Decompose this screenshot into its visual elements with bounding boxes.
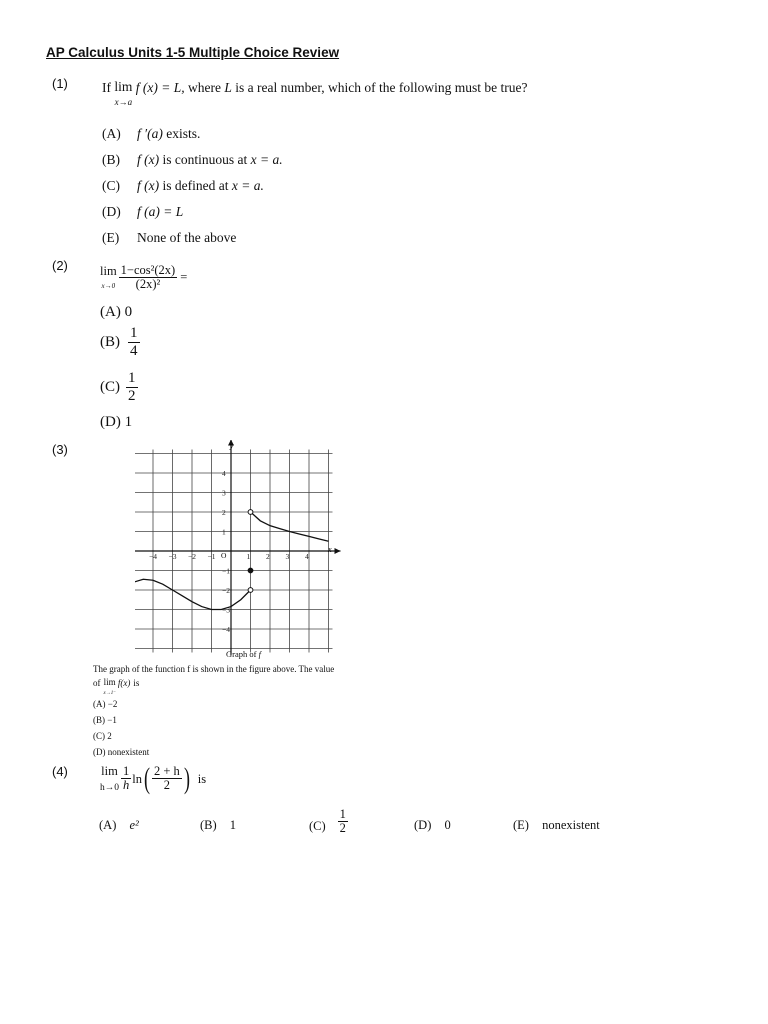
q1-option-c-math2: x = a. <box>231 178 264 193</box>
q2-option-b[interactable] <box>100 326 140 359</box>
x-tick-label: 1 <box>246 552 251 561</box>
q1-option-a-math: f ′(a) <box>137 126 163 141</box>
q1-rest: is a real number, which of the following must be true? <box>235 80 528 95</box>
q2-option-b-den: 4 <box>130 342 138 359</box>
q4-option-b-label: (B) <box>200 818 217 832</box>
q1-option-a-text: exists. <box>166 126 201 141</box>
q1-option-c-label: (C) <box>102 178 120 193</box>
question-4-stem <box>100 764 206 794</box>
q1-option-b[interactable] <box>102 152 283 168</box>
x-axis-label: x <box>328 545 332 554</box>
y-tick-label: −1 <box>222 566 230 576</box>
q1-L: L <box>224 80 232 95</box>
q2-numerator: 1−cos²(2x) <box>120 263 176 277</box>
closed-point <box>248 568 253 573</box>
y-tick-label: 4 <box>222 469 226 478</box>
q3-stem-lim-sub: x→1⁻ <box>103 691 116 696</box>
q4-option-e[interactable] <box>513 818 600 833</box>
q1-limit <box>114 80 132 107</box>
q1-option-e-label: (E) <box>102 230 120 245</box>
q4-left-paren: ( <box>143 762 150 796</box>
q4-option-c[interactable] <box>309 808 348 836</box>
q3-stem-line-2 <box>93 678 139 696</box>
q4-option-a-label: (A) <box>99 818 117 832</box>
q3-option-b[interactable]: (B) −1 <box>93 715 117 725</box>
y-tick-label: 1 <box>222 527 226 537</box>
q3-graph-figure <box>135 440 345 655</box>
q4-option-b-value: 1 <box>229 818 237 832</box>
q4-option-c-label: (C) <box>309 819 326 834</box>
x-tick-label: −4 <box>149 552 157 561</box>
open-point <box>248 588 253 593</box>
y-tick-label: −2 <box>222 586 230 595</box>
question-2-stem <box>100 264 187 292</box>
q4-option-d[interactable] <box>414 818 451 833</box>
q1-lim-word: lim <box>114 79 133 94</box>
q1-option-b-math: f (x) <box>137 152 160 167</box>
q4-option-d-value: 0 <box>444 818 451 832</box>
x-tick-label: 4 <box>305 552 309 561</box>
q3-option-c[interactable]: (C) 2 <box>93 731 112 741</box>
q3-stem-is: is <box>133 678 140 688</box>
q4-one-over-h <box>121 765 131 793</box>
q1-option-b-math2: x = a. <box>250 152 283 167</box>
x-tick-label: −1 <box>207 552 216 561</box>
q2-limit <box>100 265 117 290</box>
q1-if: If <box>102 80 111 95</box>
q1-option-b-text: is continuous at <box>162 152 248 167</box>
q2-denominator: (2x)² <box>135 277 161 292</box>
open-point <box>248 510 253 515</box>
y-tick-label: 2 <box>222 508 226 517</box>
q1-option-d[interactable] <box>102 204 183 220</box>
q1-option-b-label: (B) <box>102 152 120 167</box>
y-tick-label: −4 <box>222 625 230 634</box>
q2-lim-word: lim <box>100 264 117 279</box>
q4-lim-sub: h→0 <box>100 783 119 793</box>
q4-option-c-num: 1 <box>339 807 346 821</box>
q4-option-c-den: 2 <box>339 821 346 836</box>
origin-label: O <box>221 551 227 560</box>
q4-frac-num: 1 <box>123 764 130 779</box>
q4-is: is <box>197 771 207 786</box>
question-4-number: (4) <box>52 764 68 779</box>
q3-caption-f: f <box>258 649 261 659</box>
q4-ln: ln <box>132 771 142 786</box>
q2-option-c-fraction <box>126 371 138 404</box>
x-tick-label: −2 <box>188 552 196 561</box>
q1-lim-sub: x→a <box>114 96 133 107</box>
q2-fraction <box>119 264 178 292</box>
q2-lim-sub: x→0 <box>101 281 116 290</box>
q2-option-c-den: 2 <box>128 387 136 404</box>
q1-option-c-math: f (x) <box>137 178 160 193</box>
q4-option-b[interactable] <box>200 818 236 833</box>
q2-option-c-num: 1 <box>128 370 136 386</box>
x-tick-label: 2 <box>266 552 270 561</box>
q4-lim-word: lim <box>101 764 118 778</box>
question-2-number: (2) <box>52 258 68 273</box>
y-tick-label: −3 <box>222 605 230 615</box>
q4-inner-num: 2 + h <box>153 764 180 779</box>
q1-option-a-label: (A) <box>102 126 121 141</box>
q4-option-a-value: e² <box>129 818 139 832</box>
q1-option-e[interactable] <box>102 230 236 246</box>
q3-option-a[interactable]: (A) −2 <box>93 699 118 709</box>
q3-stem-line-1: The graph of the function f is shown in the figure above. The value <box>93 664 335 674</box>
q3-stem-expr: f(x) <box>117 678 131 688</box>
q1-option-c-text: is defined at <box>162 178 229 193</box>
q4-right-paren: ) <box>183 762 190 796</box>
q4-option-c-fraction <box>338 808 348 836</box>
x-axis-arrow <box>335 548 341 554</box>
question-1-stem <box>102 80 528 107</box>
q3-stem-of: of <box>93 678 101 688</box>
q2-equals: = <box>180 270 188 285</box>
q2-option-a[interactable]: (A) 0 <box>100 304 133 320</box>
q3-graph-caption <box>226 649 261 659</box>
q2-option-d[interactable]: (D) 1 <box>100 414 133 430</box>
q1-option-e-text: None of the above <box>137 230 237 245</box>
q4-frac-den: h <box>123 778 130 793</box>
graph-curve-1 <box>135 579 251 609</box>
question-1-number: (1) <box>52 76 68 91</box>
q4-option-a[interactable] <box>99 818 139 833</box>
q1-where: where <box>188 80 221 95</box>
q4-option-e-value: nonexistent <box>542 818 600 832</box>
q1-expr: f (x) = L, <box>135 80 185 95</box>
q4-inner-den: 2 <box>163 778 171 793</box>
x-tick-label: −3 <box>168 552 177 561</box>
q3-stem-lim-word: lim <box>103 677 116 687</box>
y-tick-label: 3 <box>222 488 226 498</box>
q1-option-d-label: (D) <box>102 204 121 219</box>
q2-option-b-label: (B) <box>100 334 120 351</box>
q1-option-c[interactable] <box>102 178 264 194</box>
q2-option-b-fraction <box>128 326 140 359</box>
question-3-number: (3) <box>52 442 68 457</box>
q3-option-d[interactable]: (D) nonexistent <box>93 747 150 757</box>
q1-option-a[interactable] <box>102 126 200 142</box>
q2-option-c[interactable] <box>100 371 138 404</box>
q4-option-e-label: (E) <box>513 818 529 832</box>
q4-option-d-label: (D) <box>414 818 432 832</box>
y-axis-label: y <box>230 441 234 450</box>
document-title: AP Calculus Units 1-5 Multiple Choice Review <box>46 45 340 60</box>
x-tick-label: 3 <box>285 552 290 561</box>
q4-inner-fraction <box>152 765 182 793</box>
q3-stem-limit <box>104 678 116 696</box>
q1-option-d-math: f (a) = L <box>137 204 184 219</box>
q2-option-b-num: 1 <box>130 325 138 341</box>
q2-option-c-label: (C) <box>100 379 120 396</box>
q3-caption-prefix: Graph of <box>226 649 257 659</box>
q4-limit <box>100 764 119 794</box>
